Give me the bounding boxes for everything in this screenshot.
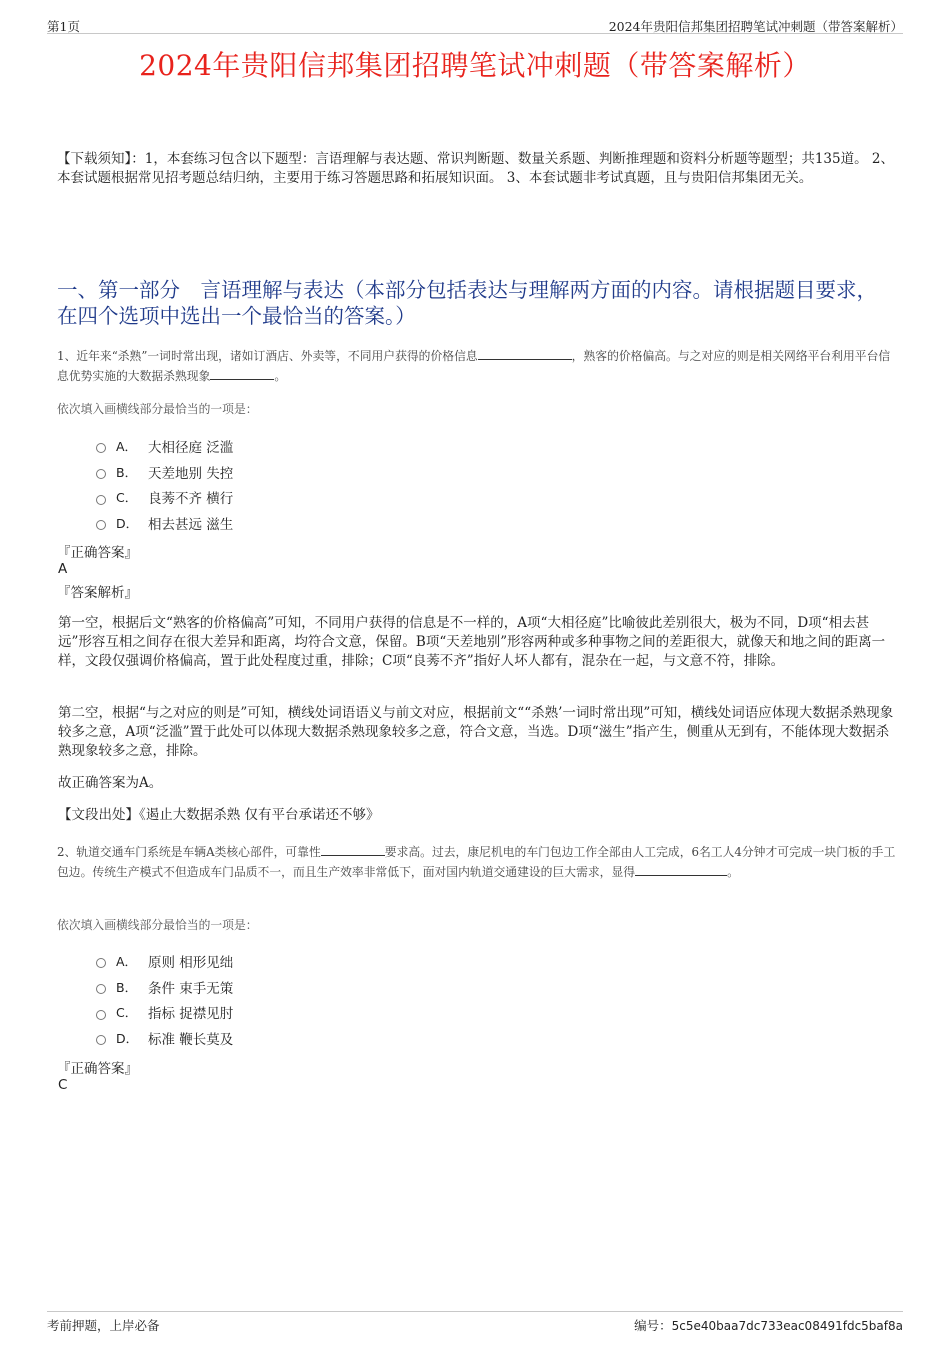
question-1-option-c[interactable]: C． 良莠不齐 横行 [96, 484, 233, 510]
question-1-option-d[interactable]: D． 相去甚远 滋生 [96, 510, 233, 536]
question-1-blank-1[interactable] [478, 347, 572, 360]
document-title: 2024年贵阳信邦集团招聘笔试冲刺题（带答案解析） [139, 49, 811, 82]
radio-icon[interactable] [96, 495, 106, 505]
question-1-options [96, 433, 233, 536]
question-2-text-3: 。 [727, 865, 739, 879]
question-2-instruction: 依次填入画横线部分最恰当的一项是： [57, 918, 258, 932]
question-2-stem [57, 842, 898, 882]
header-doc-title: 2024年贵阳信邦集团招聘笔试冲刺题（带答案解析） [608, 19, 903, 34]
footer-slogan: 考前押题，上岸必备 [47, 1318, 160, 1333]
question-2-option-d[interactable]: D． 标准 鞭长莫及 [96, 1025, 233, 1051]
question-2-answer-label: 『正确答案』 [57, 1061, 138, 1077]
question-2-option-a[interactable]: A． 原则 相形见绌 [96, 948, 233, 974]
question-1-text-3: 。 [274, 369, 287, 383]
page-header [47, 15, 903, 34]
question-2-blank-2[interactable] [635, 863, 727, 876]
radio-icon[interactable] [96, 984, 106, 994]
question-1-answer: A [58, 561, 68, 577]
question-1-analysis-1: 第一空，根据后文“熟客的价格偏高”可知，不同用户获得的信息是不一样的，A项“大相径庭”比喻彼此差别很大，极为不同，D项“相去甚远”形容互相之间存在很大差异和距离，均符合文意，保留。B项“天差地别”形容两种或多种事物之间的差距很大，就像天和地之间的距离一样，文段仅强调价格偏高，置于此处程度过重，排除；C项“良莠不齐”指好人坏人都有，混杂在一起，与文意不符，排除。 [58, 615, 886, 669]
question-2-text-1: 2、轨道交通车门系统是车辆A类核心部件，可靠性 [57, 845, 321, 859]
question-1-option-b[interactable]: B． 天差地别 失控 [96, 459, 233, 485]
question-1-blank-2[interactable] [210, 367, 274, 380]
question-2-options [96, 948, 233, 1051]
question-2-text-2: 要求高。过去，康尼机电的车门包边工作全部由人工完成，6名工人4分钟才可完成一块门板的手工包边。传统生产模式不但造成车门品质不一，而且生产效率非常低下，面对国内轨道交通建设的巨大需求，显得 [57, 845, 896, 879]
question-1-analysis-2: 第二空，根据“与之对应的则是”可知，横线处词语语义与前文对应，根据前文““杀熟’一词时常出现”可知，横线处词语应体现大数据杀熟现象较多之意，A项“泛滥”置于此处可以体现大数据杀熟现象较多之意，符合文意，当选。D项“滋生”指产生，侧重从无到有，不能体现大数据杀熟现象较多之意，排除。 [58, 705, 894, 759]
radio-icon[interactable] [96, 443, 106, 453]
question-1-text-2: ，熟客的价格偏高。与之对应的则是相关网络平台利用平台信息优势实施的大数据杀熟现象 [57, 349, 891, 383]
question-1-instruction: 依次填入画横线部分最恰当的一项是： [57, 402, 258, 416]
radio-icon[interactable] [96, 1010, 106, 1020]
question-1-conclusion: 故正确答案为A。 [58, 775, 163, 791]
section-heading: 一、第一部分 言语理解与表达（本部分包括表达与理解两方面的内容。请根据题目要求，在四个选项中选出一个最恰当的答案。） [57, 278, 877, 328]
question-1-text-1: 1、近年来“杀熟”一词时常出现，诸如订酒店、外卖等，不同用户获得的价格信息 [57, 349, 478, 363]
question-2-option-b[interactable]: B． 条件 束手无策 [96, 974, 233, 1000]
question-2-answer: C [58, 1077, 68, 1093]
radio-icon[interactable] [96, 469, 106, 479]
question-1-source: 【文段出处】《遏止大数据杀熟 仅有平台承诺还不够》 [58, 807, 380, 823]
question-1-analysis-label: 『答案解析』 [57, 585, 138, 601]
question-1-option-a[interactable]: A． 大相径庭 泛滥 [96, 433, 233, 459]
radio-icon[interactable] [96, 958, 106, 968]
question-2-option-c[interactable]: C． 指标 捉襟见肘 [96, 999, 233, 1025]
question-1-answer-label: 『正确答案』 [57, 545, 138, 561]
page-number: 第1页 [47, 19, 80, 34]
download-notice: 【下载须知】：1，本套练习包含以下题型：言语理解与表达题、常识判断题、数量关系题、判断推理题和资料分析题等题型；共135道。 2、本套试题根据常见招考题总结归纳，主要用于练习答题思路和拓展知识面。 3、本套试题非考试真题，且与贵阳信邦集团无关。 [57, 151, 894, 186]
radio-icon[interactable] [96, 520, 106, 530]
question-2-blank-1[interactable] [321, 843, 385, 856]
footer-code-value: 5c5e40baa7dc733eac08491fdc5baf8a [671, 1319, 903, 1333]
footer-code [634, 1316, 903, 1334]
footer-code-label: 编号： [634, 1318, 672, 1333]
radio-icon[interactable] [96, 1035, 106, 1045]
page-footer [47, 1311, 903, 1332]
question-1-stem [57, 346, 898, 386]
